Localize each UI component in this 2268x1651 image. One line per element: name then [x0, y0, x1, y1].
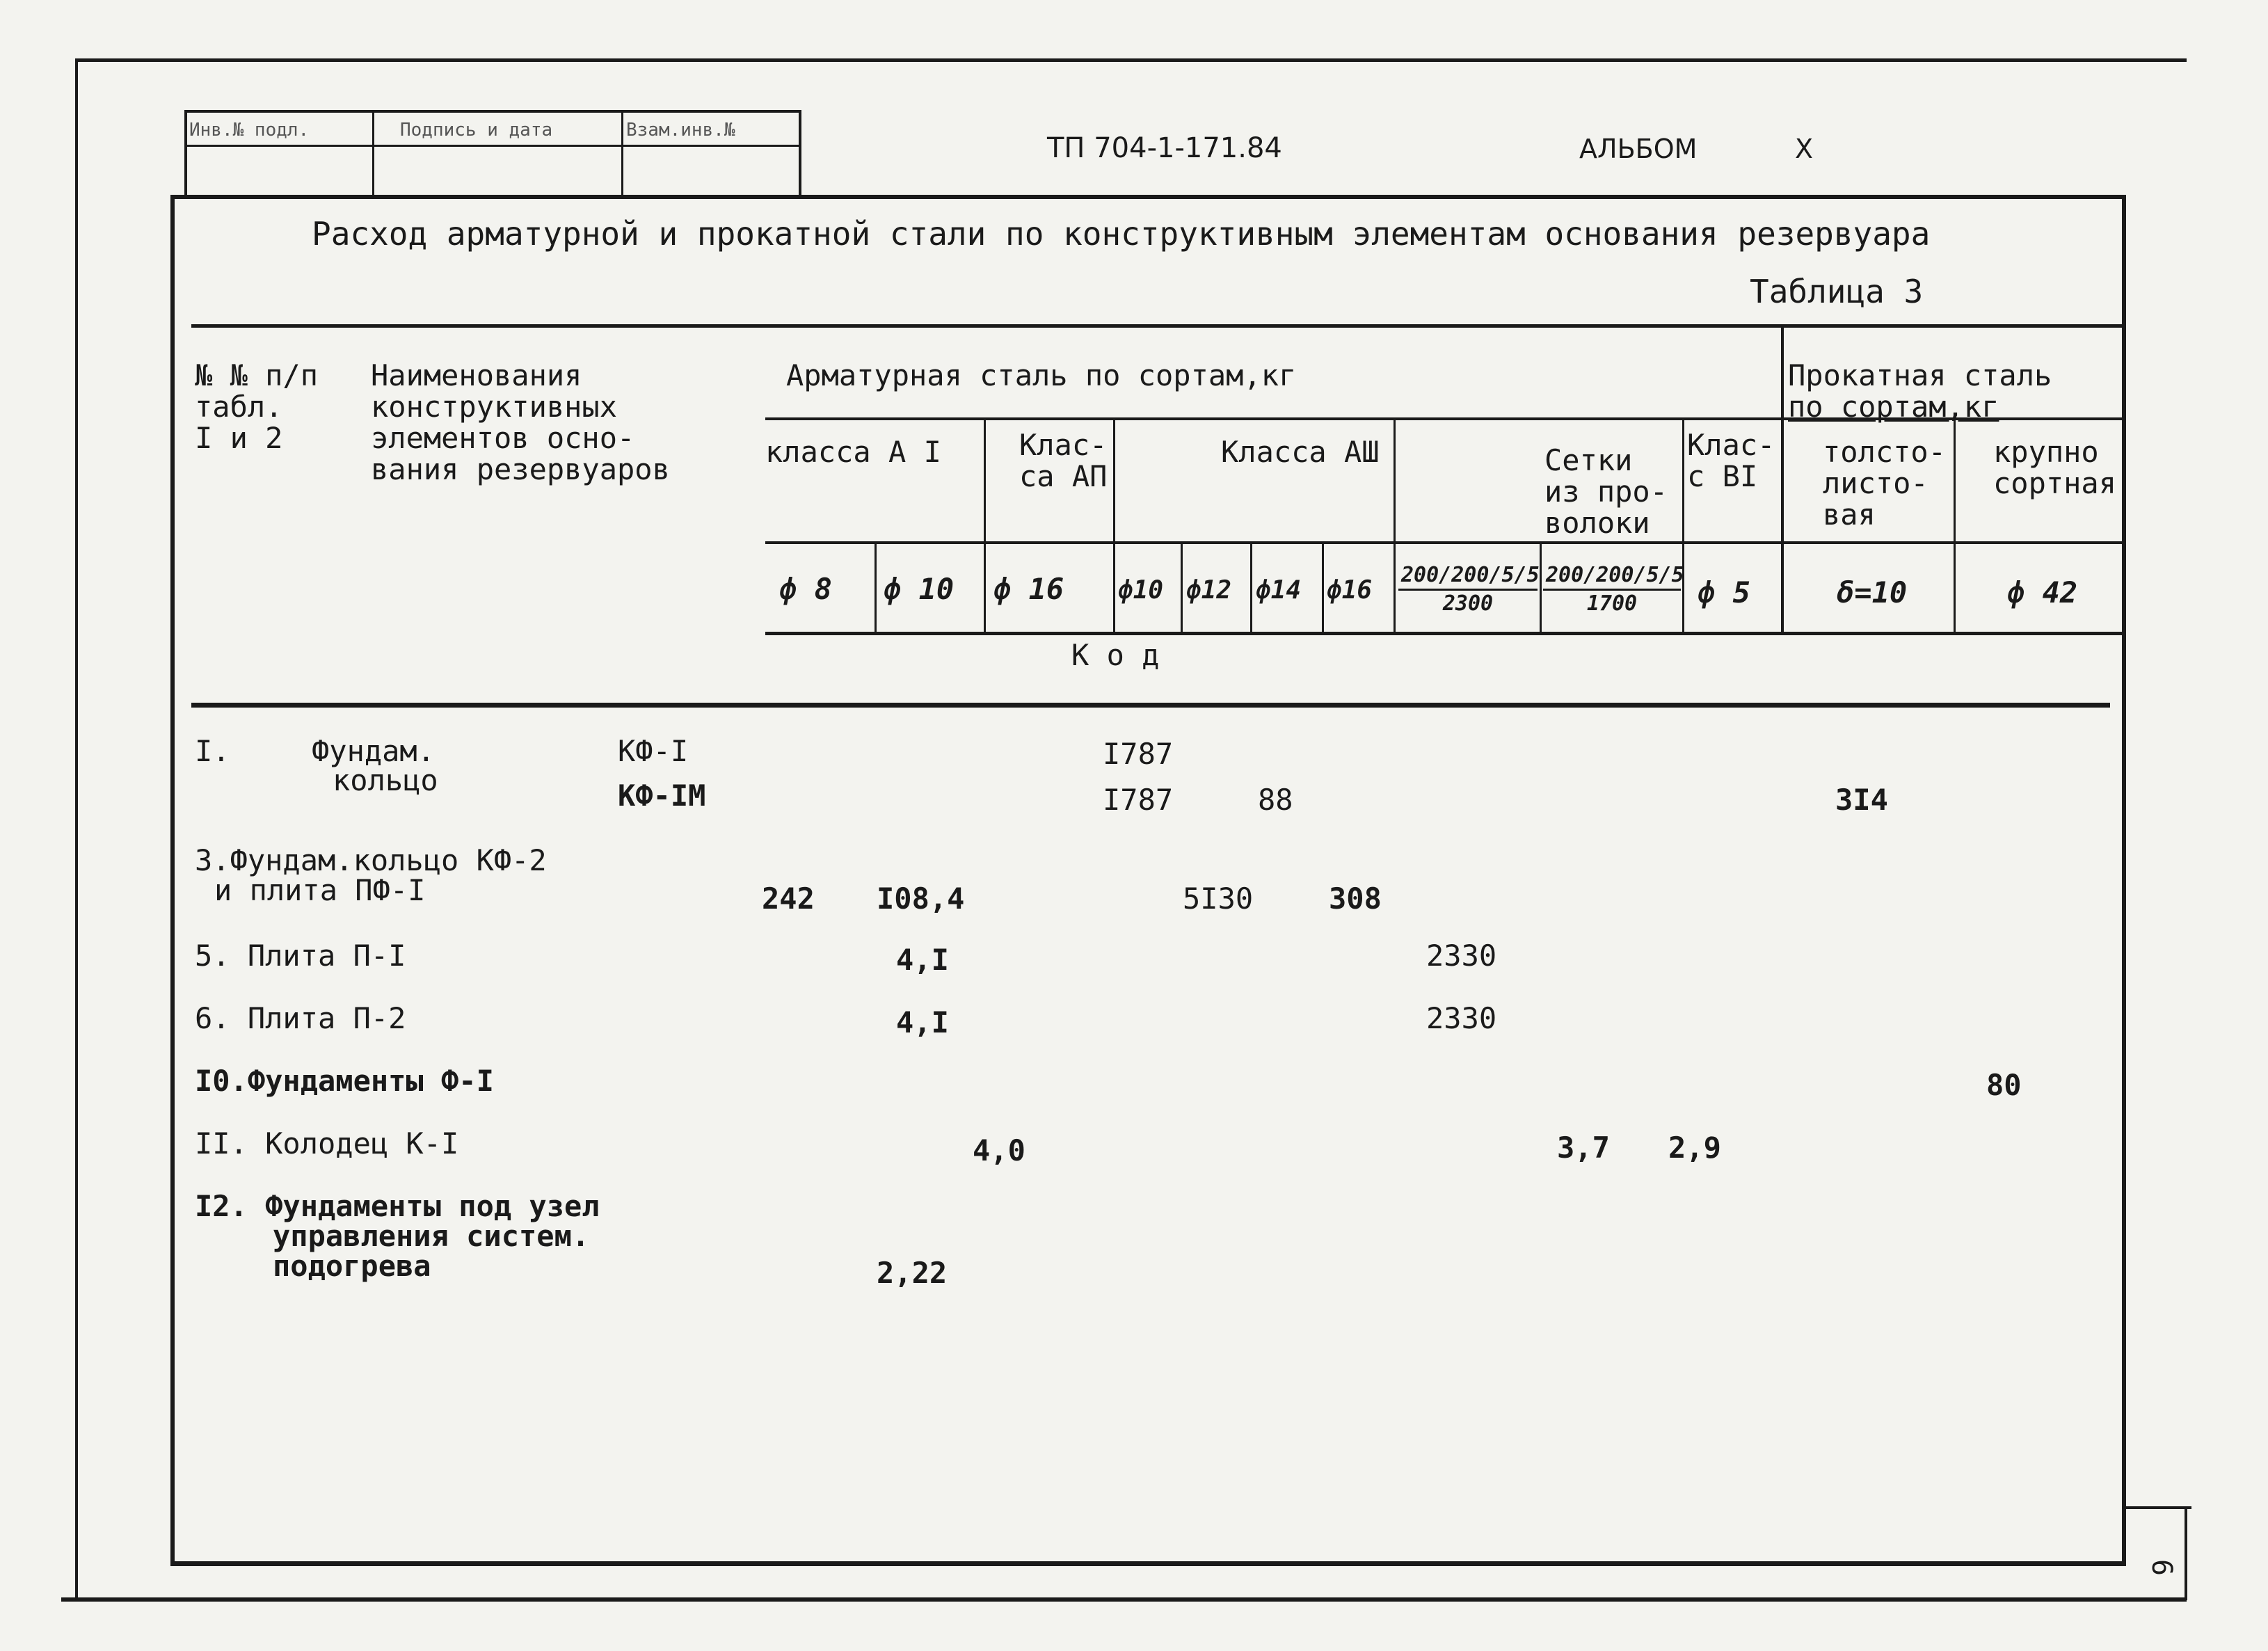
class-b1-header-l2: с ВI [1687, 459, 1758, 493]
row1-code-2: КФ-IМ [618, 779, 706, 813]
outer-frame-bottom [61, 1597, 2187, 1602]
diam-section-42: ф 42 [2007, 575, 2078, 609]
row1-value-1: I787 [1103, 737, 1174, 771]
stamp-inv-no: Инв.№ подл. [189, 120, 310, 141]
row11-value-1: 4,0 [973, 1133, 1025, 1167]
row6-value-2: 2330 [1426, 1001, 1497, 1035]
album-number: Х [1795, 134, 1814, 164]
row1-name-l2: кольцо [333, 763, 438, 797]
col-num-l1: № № п/п [195, 358, 319, 392]
row3-name-l2: и плита ПФ-I [214, 873, 426, 907]
document-code: ТП 704-1-171.84 [1047, 132, 1282, 164]
header-rule-top [191, 324, 2124, 328]
mesh-spec-2: $\frac{200/200/5/5}{1700}$ [1543, 562, 1681, 616]
sheet-header-l1: толсто- [1823, 435, 1947, 469]
row12-name-l1: I2. Фундаменты под узел [195, 1189, 600, 1223]
rolled-group-l2: по сортам,кг [1788, 390, 1999, 424]
diam-a1-8: ф 8 [779, 572, 832, 606]
sheet-frame-right [2122, 195, 2126, 1565]
diam-rule [765, 632, 2124, 635]
col-name-l4: вания резервуаров [371, 452, 670, 486]
row3-value-2: I08,4 [877, 882, 965, 916]
sheet-header-l3: вая [1823, 497, 1876, 532]
sheet-thickness: δ=10 [1837, 575, 1908, 609]
row11-value-2: 3,7 [1557, 1131, 1610, 1165]
album-label: АЛЬБОМ [1579, 134, 1698, 164]
class-b1-header-l1: Клас- [1687, 428, 1775, 462]
mesh-header-l2: из про- [1544, 474, 1668, 509]
sheet-header-l2: листо- [1823, 466, 1928, 500]
outer-frame-left [75, 58, 78, 1600]
diam-a2-16: ф 16 [993, 572, 1064, 606]
row6-value-1: 4,I [896, 1005, 949, 1039]
row12-name-l2: управления систем. [273, 1219, 590, 1253]
col-num-l2: табл. [195, 390, 283, 424]
row6-name: 6. Плита П-2 [195, 1001, 406, 1035]
table-title: Расход арматурной и прокатной стали по конструктивным элементам основания резервуара [312, 215, 1931, 253]
row5-value-1: 4,I [896, 943, 949, 977]
diam-a3-10: ф10 [1118, 576, 1164, 605]
row5-name: 5. Плита П-I [195, 939, 406, 973]
row1-num: I. [195, 734, 230, 768]
section-header-l1: крупно [1993, 435, 2099, 469]
sheet-frame-top [170, 195, 2125, 199]
diam-a3-12: ф12 [1186, 576, 1232, 605]
row3-value-1: 242 [762, 882, 815, 916]
row3-value-3: 5I30 [1183, 882, 1254, 916]
diam-a1-10: ф 10 [884, 572, 955, 606]
class-a3-header: Класса АШ [1221, 435, 1380, 469]
row12-name-l3: подогрева [273, 1249, 431, 1283]
rolled-group-l1: Прокатная сталь [1788, 358, 2052, 392]
diam-a3-16: ф16 [1327, 576, 1373, 605]
outer-frame-top [75, 58, 2187, 62]
col-name-l1: Наименования [371, 358, 582, 392]
class-a2-header-l2: са АП [1019, 459, 1108, 493]
sheet-frame-bottom [170, 1561, 2126, 1566]
class-a2-header-l1: Клас- [1019, 428, 1108, 462]
row11-name: II. Колодец К-I [195, 1126, 459, 1161]
stamp-replace-inv: Взам.инв.№ [626, 120, 735, 141]
row10-name: I0.Фундаменты Ф-I [195, 1064, 494, 1098]
sheet-frame-left [170, 195, 175, 1565]
row11-value-3: 2,9 [1668, 1131, 1721, 1165]
row1-name-l1: Фундам. [312, 734, 436, 768]
row5-value-2: 2330 [1426, 939, 1497, 973]
col-num-l3: I и 2 [195, 421, 283, 455]
mesh-header-l1: Сетки [1544, 443, 1633, 477]
col-name-l3: элементов осно- [371, 421, 635, 455]
class-a1-header: класса А I [765, 435, 941, 469]
stamp-signature-date: Подпись и дата [400, 120, 553, 141]
row3-name-l1: 3.Фундам.кольцо КФ-2 [195, 843, 547, 877]
class-rule [765, 541, 2124, 544]
code-label: К о д [1071, 638, 1160, 672]
row10-value-1: 80 [1986, 1068, 2022, 1102]
rebar-group-header: Арматурная сталь по сортам,кг [786, 358, 1297, 392]
row1-value-2: I787 [1103, 783, 1174, 817]
page-number: 6 [2146, 1558, 2178, 1577]
row1-value-3: 88 [1258, 783, 1293, 817]
diam-a3-14: ф14 [1256, 576, 1302, 605]
row12-value-1: 2,22 [877, 1256, 948, 1290]
body-rule [191, 703, 2110, 708]
section-header-l2: сортная [1993, 466, 2117, 500]
table-label: Таблица 3 [1750, 273, 1924, 310]
col-name-l2: конструктивных [371, 390, 618, 424]
mesh-header-l3: волоки [1544, 506, 1650, 540]
row1-code-1: КФ-I [618, 734, 689, 768]
diam-b1-5: ф 5 [1698, 575, 1750, 609]
mesh-spec-1: $\frac{200/200/5/5}{2300}$ [1398, 562, 1538, 616]
row1-value-4: 3I4 [1835, 783, 1888, 817]
row3-value-4: 308 [1329, 882, 1382, 916]
